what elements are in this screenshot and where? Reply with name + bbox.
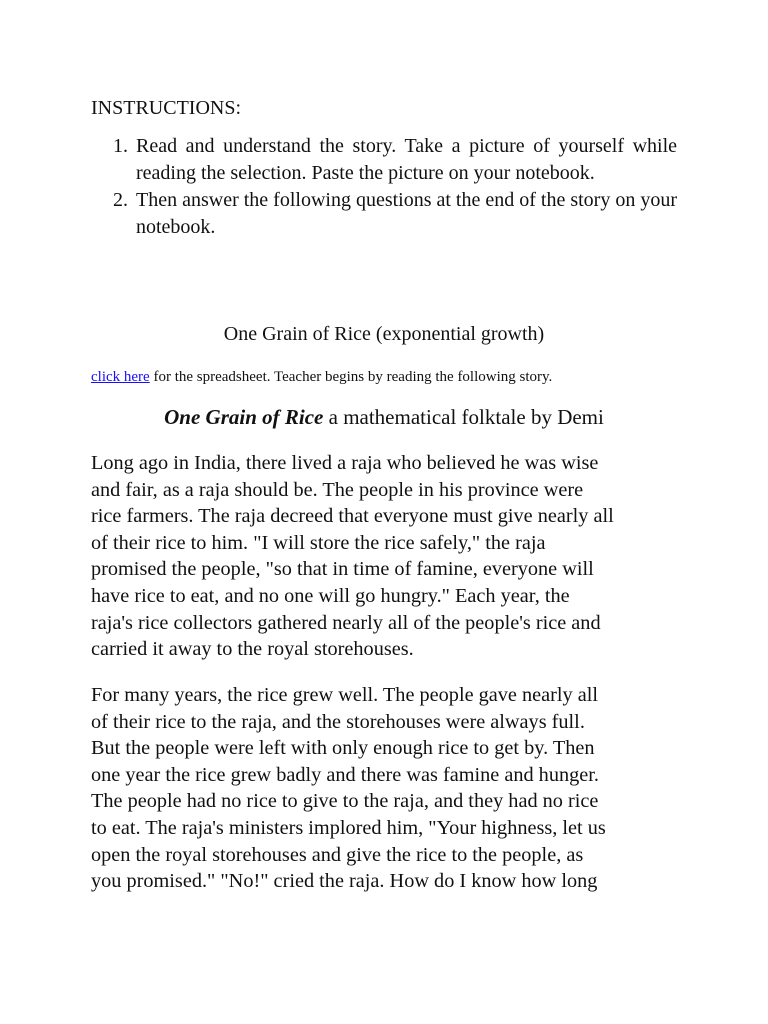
story-paragraph-1 — [91, 450, 691, 663]
paragraph-line: For many years, the rice grew well. The people gave nearly all — [91, 684, 599, 706]
instruction-text: Read and understand the story. Take a picture of yourself while reading the selection. Paste the picture on your notebook. — [136, 135, 677, 184]
paragraph-line: raja's rice collectors gathered nearly all of the people's rice and — [91, 611, 601, 634]
story-heading: One Grain of Rice (exponential growth) — [223, 323, 545, 345]
paragraph-line: open the royal storehouses and give the rice to the people, as — [91, 843, 584, 866]
instructions-heading: INSTRUCTIONS: — [91, 97, 242, 119]
instruction-text: Then answer the following questions at the end of the story on your notebook. — [136, 189, 677, 238]
instruction-number: 2. — [113, 189, 128, 211]
paragraph-line: you promised." "No!" cried the raja. How do I know how long — [91, 870, 598, 893]
paragraph-line: have rice to eat, and no one will go hungry." Each year, the — [91, 584, 570, 607]
paragraph-line: of their rice to him. "I will store the rice safely," the raja — [91, 531, 546, 554]
paragraph-line: carried it away to the royal storehouses. — [91, 638, 414, 661]
story-paragraph-2 — [91, 682, 691, 895]
spreadsheet-link[interactable]: click here — [91, 369, 150, 385]
paragraph-line: rice farmers. The raja decreed that everyone must give nearly all — [91, 505, 614, 528]
book-title: One Grain of Rice — [164, 405, 324, 429]
instruction-number: 1. — [113, 135, 128, 157]
paragraph-line: to eat. The raja's ministers implored him, "Your highness, let us — [91, 816, 606, 839]
paragraph-line: promised the people, "so that in time of famine, everyone will — [91, 558, 594, 581]
spreadsheet-line — [91, 368, 552, 386]
paragraph-line: of their rice to the raja, and the storehouses were always full. — [91, 710, 585, 733]
paragraph-line: The people had no rice to give to the raja, and they had no rice — [91, 790, 599, 813]
book-subtitle: a mathematical folktale by Demi — [323, 405, 604, 429]
paragraph-line: one year the rice grew badly and there was famine and hunger. — [91, 763, 599, 786]
book-title-line — [0, 404, 768, 431]
instruction-list — [91, 133, 677, 241]
paragraph-line: Long ago in India, there lived a raja who believed he was wise — [91, 452, 599, 474]
paragraph-line: But the people were left with only enough rice to get by. Then — [91, 737, 595, 760]
instruction-item-1 — [91, 133, 677, 187]
instruction-item-2 — [91, 187, 677, 241]
paragraph-line: and fair, as a raja should be. The people in his province were — [91, 478, 584, 501]
spreadsheet-line-text: for the spreadsheet. Teacher begins by reading the following story. — [149, 369, 553, 385]
